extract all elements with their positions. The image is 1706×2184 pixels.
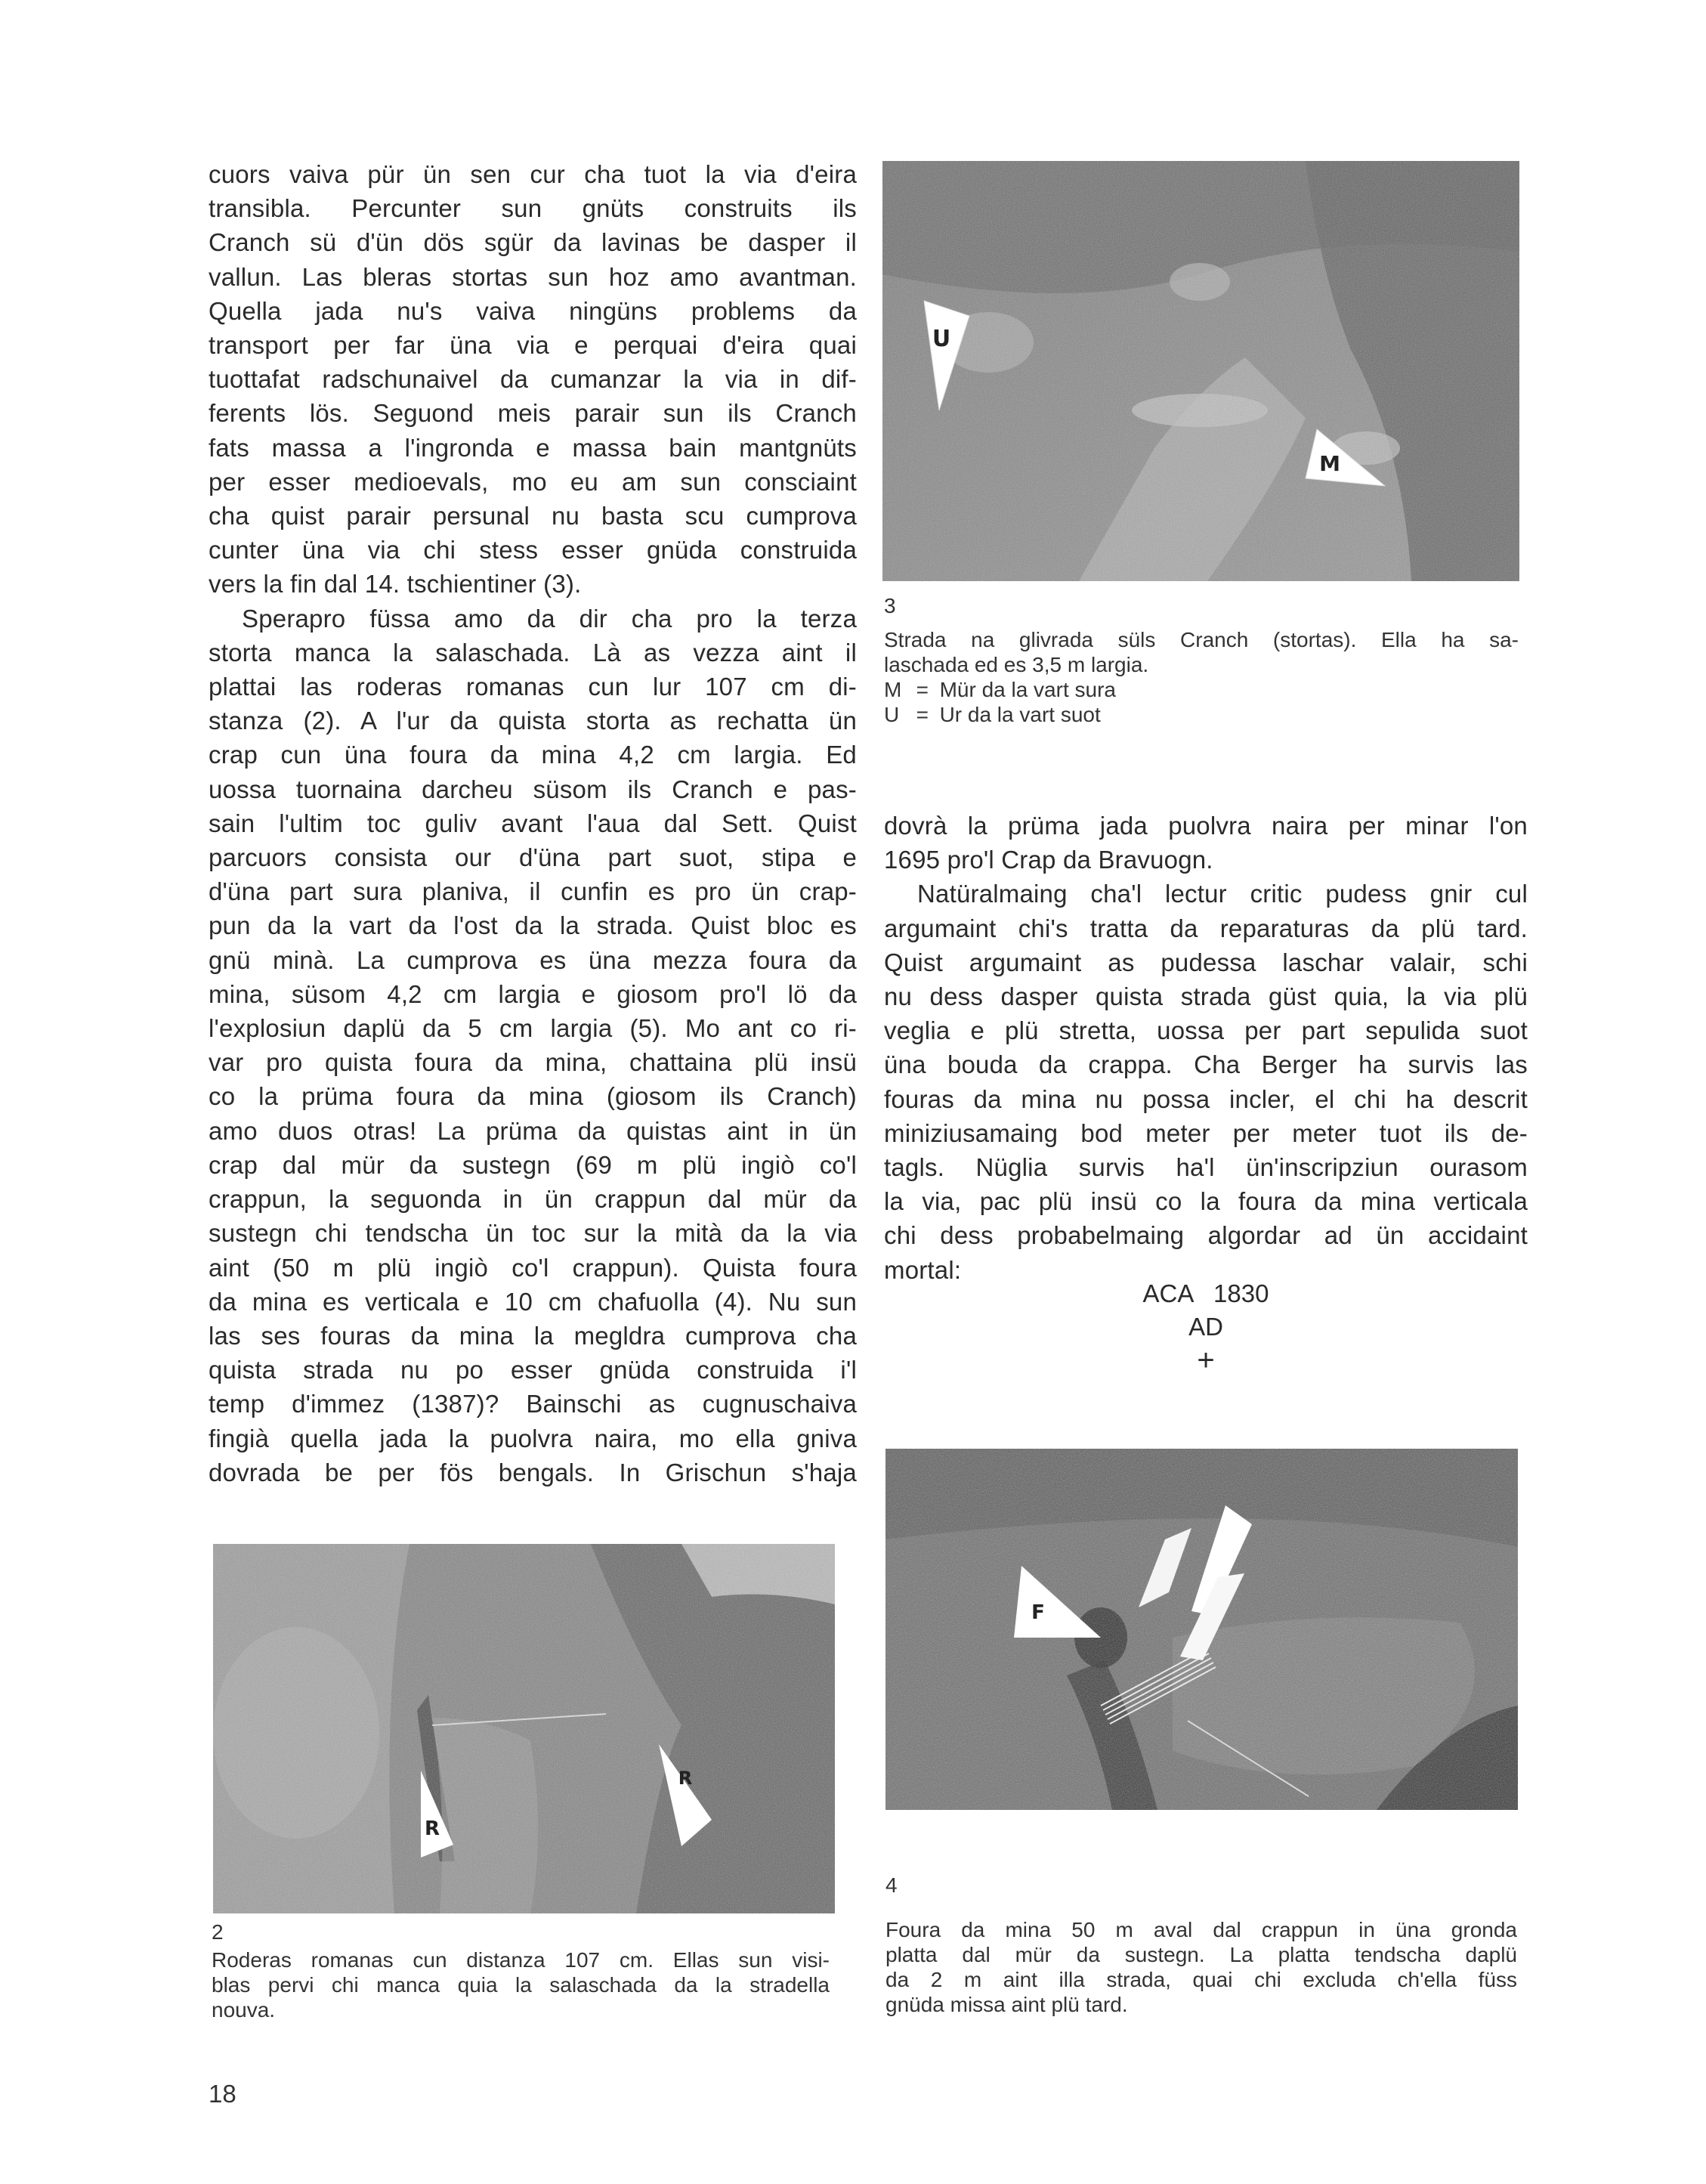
text-line: chi dess probabelmaing algordar ad ün accidaint: [884, 1221, 1528, 1250]
text-line: temp d'immez (1387)? Bainschi as cugnuschaiva: [209, 1390, 857, 1418]
caption-line: nouva.: [212, 1998, 276, 2022]
text-line: gnü minà. La cumprova es üna mezza foura da: [209, 945, 857, 974]
legend-equals: =: [916, 703, 929, 726]
text-line: mortal:: [884, 1255, 962, 1284]
paragraph-3: [884, 809, 1528, 877]
caption-line: da 2 m aint illa strada, quai chi excluda ch'ella füss: [885, 1968, 1517, 1991]
text-line: fingià quella jada la puolvra naira, mo ella gniva: [209, 1424, 857, 1452]
text-line: crappun, la seguonda in ün crappun dal mür da: [209, 1185, 857, 1214]
figure-2-photo: [213, 1544, 835, 1913]
figure-number: 2: [212, 1920, 224, 1944]
page-number: 18: [209, 2080, 236, 2108]
roman-ruts-photo: [213, 1544, 835, 1913]
text-line: fats massa a l'ingronda e massa bain mantgnüts: [209, 433, 857, 462]
text-line: Cranch sü d'ün dös sgür da lavinas be dasper il: [209, 228, 857, 257]
marker-label-f: F: [1031, 1601, 1045, 1624]
text-line: dovrada be per fös bengals. In Grischun s'haja: [209, 1458, 857, 1486]
text-line: argumaint chi's tratta da reparaturas da plü tard.: [884, 914, 1528, 942]
text-line: d'üna part sura planiva, il cunfin es pro ün crap-: [209, 877, 857, 906]
paragraph-2: [209, 602, 857, 1490]
text-line: 1695 pro'l Crap da Bravuogn.: [884, 846, 1213, 874]
text-line: mina, süsom 4,2 cm largia e giosom pro'l lö da: [209, 979, 857, 1008]
text-line: Quella jada nu's vaiva ningüns problems da: [209, 296, 857, 325]
text-line: tagls. Nüglia survis ha'l ün'inscripziun ourasom: [884, 1153, 1528, 1182]
text-line: pun da la vart da l'ost da la strada. Quist bloc es: [209, 911, 857, 940]
text-line: la via, pac plü insü co la foura da mina verticala: [884, 1187, 1528, 1216]
text-line: Quist argumaint as pudessa laschar valair, schi: [884, 948, 1528, 976]
text-line: transport per far üna via e perquai d'eira quai: [209, 331, 857, 360]
text-line: storta manca la salaschada. Là as vezza aint il: [209, 638, 857, 667]
left-column-text: [209, 157, 857, 1490]
text-line: parcuors consista our d'üna part suot, stipa e: [209, 843, 857, 872]
caption-line: platta dal mür da sustegn. La platta tendscha daplü: [885, 1943, 1517, 1966]
legend-value: Mür da la vart sura: [939, 678, 1116, 701]
paragraph-1: [209, 157, 857, 602]
text-line: co la prüma foura da mina (giosom ils Cranch): [209, 1082, 857, 1111]
text-line: fouras da mina nu possa incler, el chi ha descrit: [884, 1084, 1528, 1113]
text-line: da mina es verticala e 10 cm chafuolla (4). Nu sun: [209, 1287, 857, 1316]
legend-value: Ur da la vart suot: [939, 703, 1101, 726]
text-line: aint (50 m plü ingiò co'l crappun). Quista foura: [209, 1253, 857, 1282]
text-line: crap dal mür da sustegn (69 m plü ingiò co'l: [209, 1150, 857, 1179]
text-line: stanza (2). A l'ur da quista storta as rechatta ün: [209, 707, 857, 735]
text-line: cha quist parair persunal nu basta scu cumprova: [209, 502, 857, 531]
text-line: sain l'ultim toc guliv avant l'aua dal Sett. Quist: [209, 809, 857, 837]
caption-line: blas pervi chi manca quia la salaschada da la stradella: [212, 1973, 830, 1997]
text-line: crap cun üna foura da mina 4,2 cm largia. Ed: [209, 741, 857, 769]
caption-line: Foura da mina 50 m aval dal crappun in üna gronda: [885, 1918, 1517, 1941]
text-line: ferents lös. Seguond meis parair sun ils Cranch: [209, 399, 857, 428]
legend-key: U: [884, 703, 900, 726]
caption-line: laschada ed es 3,5 m largia.: [884, 653, 1149, 676]
legend-key: M: [884, 678, 902, 701]
legend-item-m: [884, 677, 1519, 702]
figure-number: 3: [884, 594, 896, 617]
text-line: vers la fin dal 14. tschientiner (3).: [209, 570, 582, 599]
marker-label-r: R: [678, 1768, 693, 1789]
text-line: nu dess dasper quista strada güst quia, la via plü: [884, 982, 1528, 1011]
caption-line: Strada na glivrada süls Cranch (stortas). Ella ha sa-: [884, 628, 1519, 651]
text-line: tuottafat radschunaivel da cumanzar la via in dif-: [209, 365, 857, 394]
text-line: miniziusamaing bod meter per meter tuot ils de-: [884, 1118, 1528, 1147]
text-line: las ses fouras da mina la megldra cumprova cha: [209, 1321, 857, 1350]
blast-hole-photo: [885, 1449, 1518, 1810]
text-line: vallun. Las bleras stortas sun hoz amo avantman.: [209, 262, 857, 291]
figure-number: 4: [885, 1873, 898, 1897]
text-line: transibla. Percunter sun gnüts construits ils: [209, 194, 857, 223]
caption-line: gnüda missa aint plü tard.: [885, 1993, 1128, 2016]
text-line: amo duos otras! La prüma da quistas aint in ün: [209, 1116, 857, 1145]
figure-4-caption: [885, 1873, 1517, 2017]
figure-4-photo: [885, 1449, 1518, 1810]
text-line: l'explosiun daplü da 5 cm largia (5). Mo ant co ri-: [209, 1014, 857, 1043]
legend-equals: =: [916, 678, 929, 701]
text-line: uossa tuornaina darcheu süsom ils Cranch e pas-: [209, 775, 857, 803]
text-line: quista strada nu po esser gnüda construida i'l: [209, 1356, 857, 1384]
text-line: Natüralmaing cha'l lectur critic pudess gnir cul: [917, 880, 1528, 908]
text-line: plattai las roderas romanas cun lur 107 cm di-: [209, 673, 857, 701]
marker-label-r: R: [424, 1817, 440, 1840]
text-line: cuors vaiva pür ün sen cur cha tuot la via d'eira: [209, 160, 857, 188]
right-column-text: [884, 809, 1528, 1287]
marker-label-m: M: [1319, 451, 1340, 476]
text-line: Sperapro füssa amo da dir cha pro la terza: [242, 604, 857, 633]
text-line: üna bouda da crappa. Cha Berger ha survis las: [884, 1050, 1528, 1079]
inscription-line-1: ACA 1830: [1142, 1279, 1269, 1307]
figure-3-photo: [882, 161, 1519, 581]
inscription-line-2: AD: [1188, 1313, 1223, 1341]
figure-3-caption: [884, 593, 1519, 727]
figure-2-caption: [212, 1920, 830, 2022]
text-line: per esser medioevals, mo eu am sun consciaint: [209, 467, 857, 496]
paragraph-4: [884, 877, 1528, 1286]
text-line: cunter üna via chi stess esser gnüda construida: [209, 536, 857, 565]
alpine-path-photo: [882, 161, 1519, 581]
inscription: [884, 1277, 1528, 1377]
marker-label-u: U: [932, 326, 951, 352]
text-line: veglia e plü stretta, uossa per part sepulida suot: [884, 1016, 1528, 1045]
text-line: dovrà la prüma jada puolvra naira per minar l'on: [884, 812, 1528, 840]
text-line: var pro quista foura da mina, chattaina plü insü: [209, 1048, 857, 1077]
cross-icon: +: [1197, 1344, 1215, 1377]
caption-line: Roderas romanas cun distanza 107 cm. Ellas sun visi-: [212, 1948, 830, 1972]
legend-item-u: [884, 702, 1519, 727]
text-line: sustegn chi tendscha ün toc sur la mità da la via: [209, 1219, 857, 1248]
